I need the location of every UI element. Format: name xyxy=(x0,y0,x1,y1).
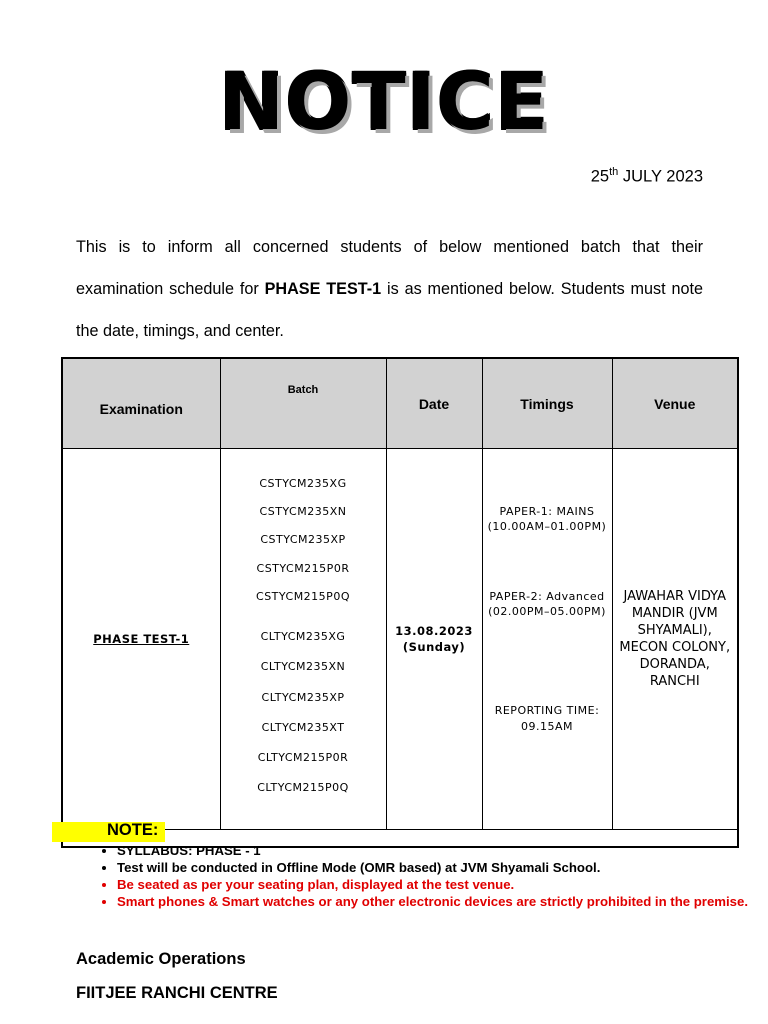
venue-cell xyxy=(612,449,738,830)
batch-list xyxy=(221,449,386,829)
header-date: Date xyxy=(386,358,482,449)
schedule-table xyxy=(61,357,739,848)
intro-text-1: This is to inform all concerned students of below mentioned batch that their examination schedule for xyxy=(76,238,703,298)
note-item-mode: • Test will be conducted in Offline Mode (OMR based) at JVM Shyamali School. xyxy=(117,859,768,876)
batch-item: CSTYCM215P0Q xyxy=(256,590,350,603)
signature-department: Academic Operations xyxy=(76,950,246,968)
header-timings: Timings xyxy=(482,358,612,449)
batch-item: CSTYCM235XN xyxy=(259,505,347,518)
note-item-devices: • Smart phones & Smart watches or any other electronic devices are strictly prohibited in the premise. xyxy=(117,893,768,910)
note-item-syllabus: • SYLLABUS: PHASE - 1 xyxy=(117,842,768,859)
header-venue: Venue xyxy=(612,358,738,449)
table-row xyxy=(62,449,738,830)
exam-date: 13.08.2023 xyxy=(395,624,473,638)
paper1-title: PAPER-1: MAINS xyxy=(499,505,595,518)
paper1-time: (10.00AM–01.00PM) xyxy=(487,520,607,533)
table-header-row xyxy=(62,358,738,449)
paper2-title: PAPER-2: Advanced xyxy=(489,590,605,603)
date-suffix: th xyxy=(609,166,619,178)
reporting-time: 09.15AM xyxy=(520,720,573,733)
exam-day: (Sunday) xyxy=(402,640,466,654)
batch-item: CLTYCM235XN xyxy=(260,660,346,673)
batch-item: CLTYCM235XT xyxy=(261,721,345,734)
signature-centre: FIITJEE RANCHI CENTRE xyxy=(76,984,278,1002)
batch-item: CLTYCM235XG xyxy=(260,630,346,643)
examination-name: PHASE TEST-1 xyxy=(93,632,190,646)
examination-cell xyxy=(62,449,220,830)
batch-item: CLTYCM235XP xyxy=(261,691,345,704)
header-batch: Batch xyxy=(220,358,386,449)
intro-paragraph xyxy=(76,226,703,352)
venue-address: JAWAHAR VIDYA MANDIR (JVM SHYAMALI), MECON COLONY, DORANDA, RANCHI xyxy=(619,589,731,689)
note-label: NOTE: xyxy=(107,821,159,839)
batch-item: CSTYCM235XP xyxy=(260,533,346,546)
notice-date xyxy=(591,166,703,187)
intro-test-name: PHASE TEST-1 xyxy=(264,280,382,298)
batch-item: CSTYCM235XG xyxy=(259,477,347,490)
timings-list xyxy=(483,449,612,829)
intro-text-2: is as mentioned below. Students must note the date, timings, and center. xyxy=(76,280,704,340)
notice-title: NOTICE xyxy=(218,58,550,148)
date-cell xyxy=(386,449,482,830)
batch-cell xyxy=(220,449,386,830)
reporting-title: REPORTING TIME: xyxy=(494,704,600,717)
paper2-time: (02.00PM–05.00PM) xyxy=(488,605,606,618)
batch-item: CLTYCM215P0Q xyxy=(257,781,349,794)
note-list xyxy=(76,842,768,910)
timings-cell xyxy=(482,449,612,830)
batch-item: CSTYCM215P0R xyxy=(256,562,350,575)
date-month-year: JULY 2023 xyxy=(618,167,703,186)
note-item-seating: • Be seated as per your seating plan, displayed at the test venue. xyxy=(117,876,768,893)
date-day: 25 xyxy=(590,167,610,186)
batch-item: CLTYCM215P0R xyxy=(257,751,349,764)
header-examination: Examination xyxy=(62,358,220,449)
